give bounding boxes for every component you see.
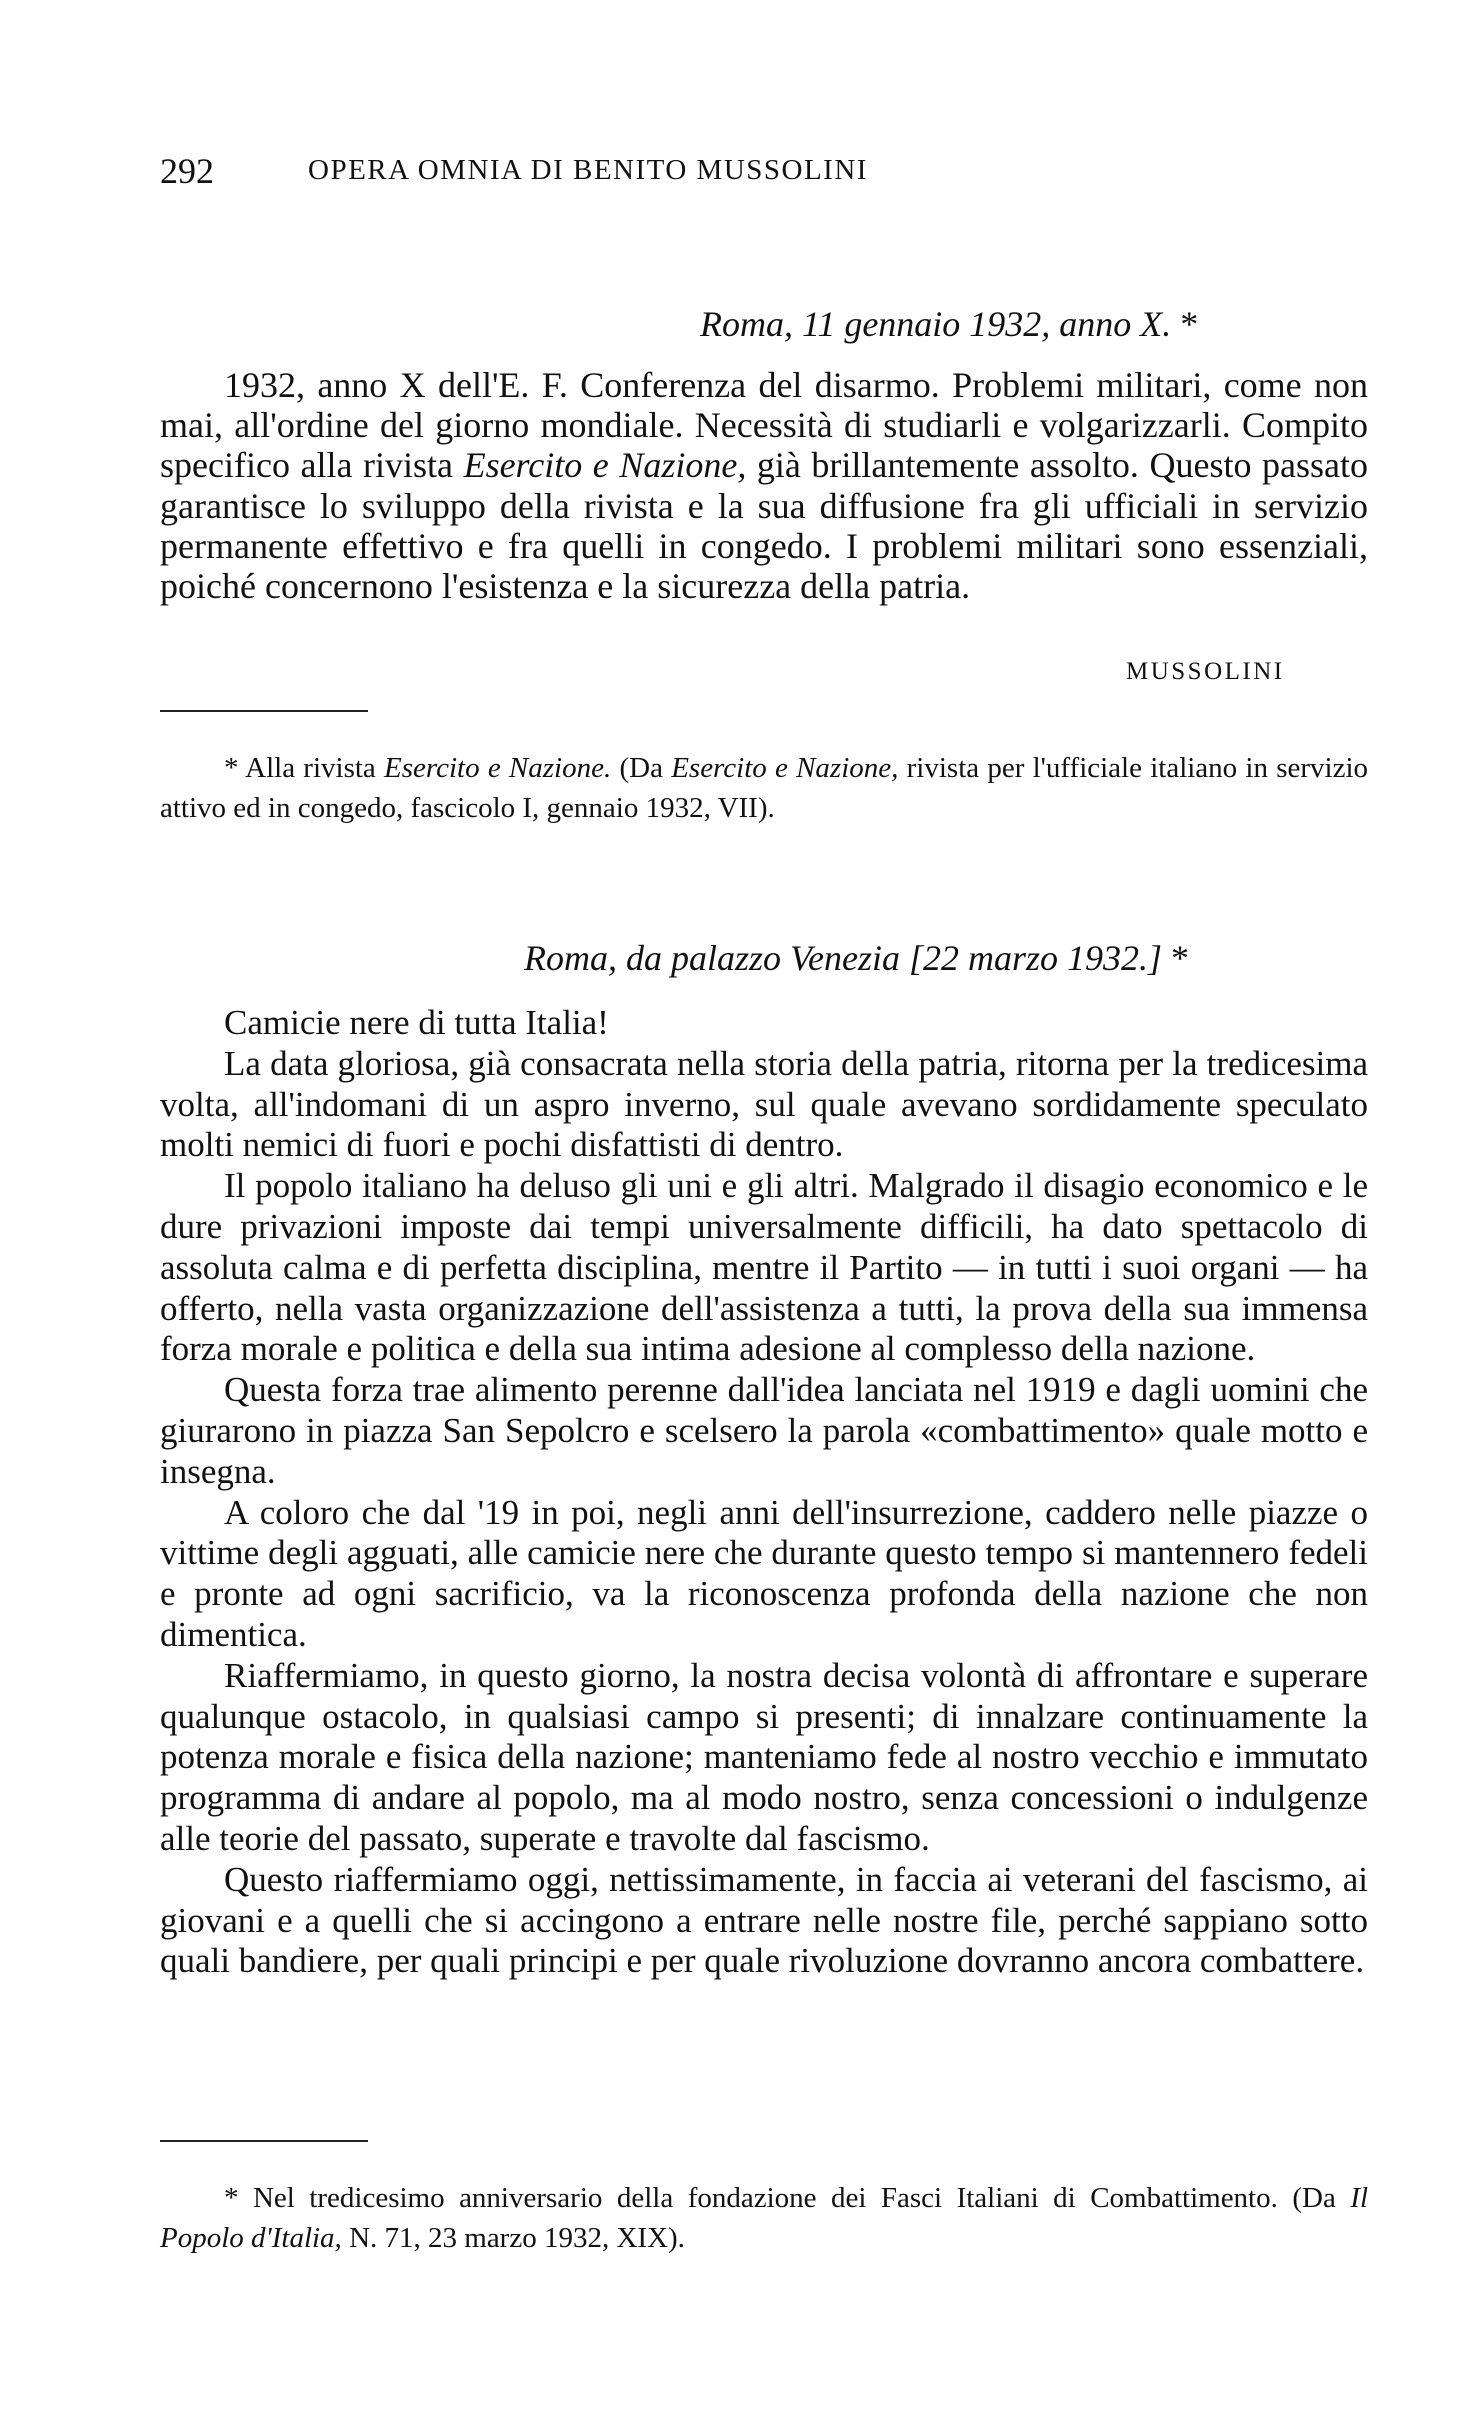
paragraph: Il popolo italiano ha deluso gli uni e gli altri. Malgrado il disagio economico e le dure privazioni imposte dai tempi universalmente difficili, ha dato spettacolo di assoluta calma e di perfetta disciplina, mentre il Partito — in tutti i suoi organi — ha offerto, nella vasta organizzazione dell'assistenza a tutti, la prova della sua immensa forza morale e politica e della sua intima adesione al complesso della nazione. — [160, 1166, 1368, 1369]
dateline-2-mark: * — [1171, 938, 1190, 978]
dateline-2-place: Roma, da palazzo Venezia — [524, 938, 900, 978]
dateline-1-place: Roma, 11 gennaio 1932, anno X. — [700, 304, 1172, 344]
footnote-rule-1 — [160, 710, 368, 712]
page-number: 292 — [160, 151, 214, 191]
dateline-1-mark: * — [1180, 304, 1199, 344]
letter-paragraph: 1932, anno X dell'E. F. Conferenza del disarmo. Problemi militari, come non mai, all'ordine del giorno mondiale. Necessità di studiarli e volgarizzarli. Compito specifico alla rivista Esercito e Nazione, già brillantemente assolto. Questo passato garantisce lo sviluppo della rivista e la sua diffusione fra gli ufficiali in servizio permanente effettivo e fra quelli in congedo. I problemi militari sono essenziali, poiché concernono l'esistenza e la sicurezza della patria. — [160, 365, 1368, 607]
paragraph: La data gloriosa, già consacrata nella storia della patria, ritorna per la tredicesima volta, all'indomani di un aspro inverno, sul quale avevano sordidamente speculato molti nemici di fuori e pochi disfattisti di dentro. — [160, 1043, 1368, 1165]
message-body — [160, 1003, 1368, 1982]
signature: MUSSOLINI — [1126, 658, 1285, 685]
letter-body — [160, 365, 1368, 606]
dateline-2-date: [22 marzo 1932.] — [908, 938, 1163, 978]
footnote-2: * Nel tredicesimo anniversario della fondazione dei Fasci Italiani di Combattimento. (Da Il Popolo d'Italia, N. 71, 23 marzo 1932, XIX). — [160, 2182, 1368, 2254]
dateline-2 — [524, 937, 1189, 979]
running-title: OPERA OMNIA DI BENITO MUSSOLINI — [308, 154, 868, 186]
footnote-1: * Alla rivista Esercito e Nazione. (Da Esercito e Nazione, rivista per l'ufficiale italiano in servizio attivo ed in congedo, fascicolo I, gennaio 1932, VII). — [160, 752, 1369, 824]
paragraph: A coloro che dal '19 in poi, negli anni dell'insurrezione, caddero nelle piazze o vittime degli agguati, alle camicie nere che durante questo tempo si mantennero fedeli e pronte ad ogni sacrificio, va la riconoscenza profonda della nazione che non dimentica. — [160, 1492, 1368, 1654]
footnote-rule-2 — [160, 2140, 368, 2142]
page-header — [160, 150, 1360, 190]
paragraph: Questa forza trae alimento perenne dall'idea lanciata nel 1919 e dagli uomini che giurarono in piazza San Sepolcro e scelsero la parola «combattimento» quale motto e insegna. — [160, 1370, 1368, 1491]
paragraph: Riaffermiamo, in questo giorno, la nostra decisa volontà di affrontare e superare qualunque ostacolo, in qualsiasi campo si presenti; di innalzare continuamente la potenza morale e fisica della nazione; manteniamo fede al nostro vecchio e immutato programma di andare al popolo, ma al modo nostro, senza concessioni o indulgenze alle teorie del passato, superate e travolte dal fascismo. — [160, 1655, 1368, 1858]
paragraph: Questo riaffermiamo oggi, nettissimamente, in faccia ai veterani del fascismo, ai giovani e a quelli che si accingono a entrare nelle nostre file, perché sappiano sotto quali bandiere, per quali principi e per quale rivoluzione dovranno ancora combattere. — [160, 1859, 1368, 1981]
dateline-1 — [700, 303, 1198, 345]
salutation: Camicie nere di tutta Italia! — [224, 1003, 609, 1042]
